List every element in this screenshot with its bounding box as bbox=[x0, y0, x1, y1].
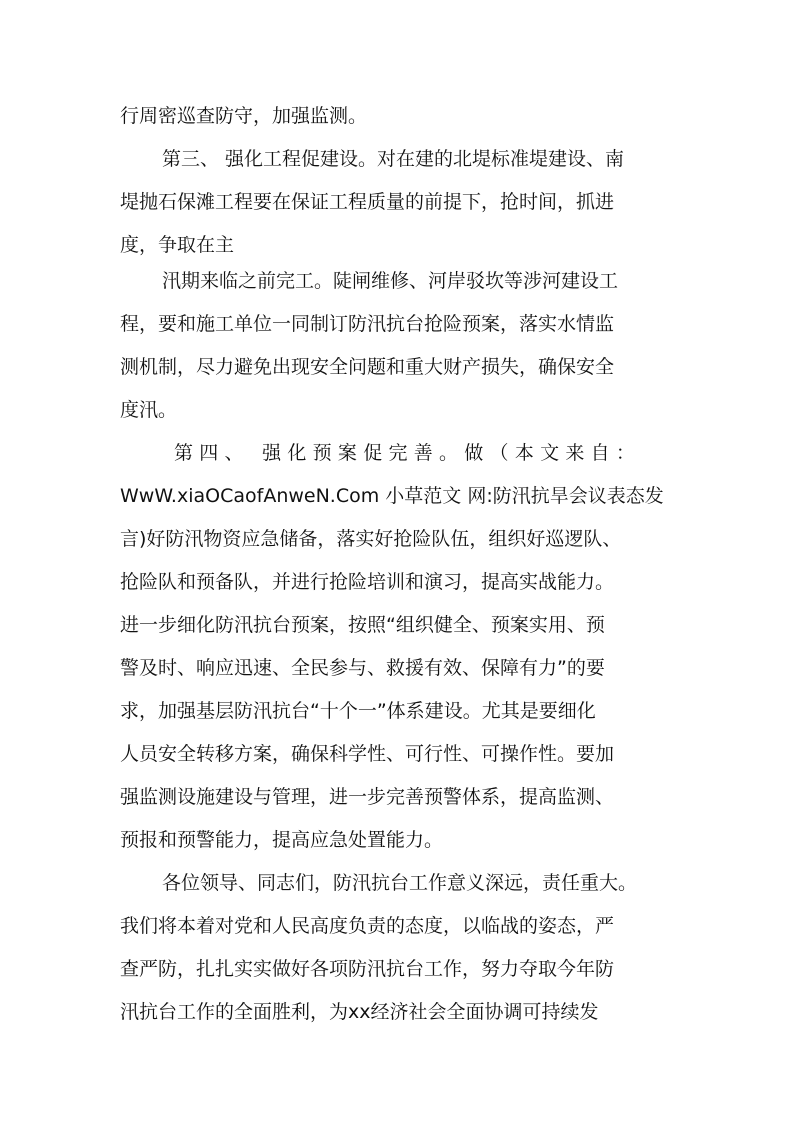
text-line: 第三、 强化工程促建设。对在建的北堤标准堤建设、南 bbox=[162, 148, 625, 170]
text-line: 求，加强基层防汛抗台“十个一”体系建设。尤其是要细化 bbox=[120, 700, 596, 722]
text-line: 我们将本着对党和人民高度负责的态度，以临战的姿态，严 bbox=[120, 915, 615, 937]
text-line: 度汛。 bbox=[120, 399, 178, 421]
text-line: 抢险队和预备队，并进行抢险培训和演习，提高实战能力。 bbox=[120, 571, 615, 593]
text-line: 度，争取在主 bbox=[120, 234, 235, 256]
text-line: 进一步细化防汛抗台预案，按照“组织健全、预案实用、预 bbox=[120, 614, 605, 636]
text-line: 言)好防汛物资应急储备，落实好抢险队伍，组织好巡逻队、 bbox=[120, 528, 622, 550]
text-line: 人员安全转移方案，确保科学性、可行性、可操作性。要加 bbox=[120, 743, 615, 765]
text-line: 预报和预警能力，提高应急处置能力。 bbox=[120, 829, 444, 851]
text-line: 警及时、响应迅速、全民参与、救援有效、保障有力”的要 bbox=[120, 657, 605, 679]
text-line: 汛抗台工作的全面胜利，为xx经济社会全面协调可持续发 bbox=[120, 1001, 599, 1023]
text-line: 测机制，尽力避免出现安全问题和重大财产损失，确保安全 bbox=[120, 356, 615, 378]
text-line: 强监测设施建设与管理，进一步完善预警体系，提高监测、 bbox=[120, 786, 615, 808]
text-line: 汛期来临之前完工。陡闸维修、河岸驳坎等涉河建设工 bbox=[162, 270, 619, 292]
text-line: 行周密巡查防守，加强监测。 bbox=[120, 105, 368, 127]
text-line: 各位领导、同志们，防汛抗台工作意义深远，责任重大。 bbox=[162, 872, 638, 894]
text-line: 堤抛石保滩工程要在保证工程质量的前提下，抢时间，抓进 bbox=[120, 191, 615, 213]
text-line: 程，要和施工单位一同制订防汛抗台抢险预案，落实水情监 bbox=[120, 313, 615, 335]
text-line: 第四、 强化预案促完善。做（本文来自： bbox=[174, 442, 642, 464]
text-line: WwW.xiaOCaofAnweN.Com 小草范文 网:防汛抗旱会议表态发 bbox=[120, 485, 664, 507]
text-line: 查严防，扎扎实实做好各项防汛抗台工作，努力夺取今年防 bbox=[120, 958, 615, 980]
